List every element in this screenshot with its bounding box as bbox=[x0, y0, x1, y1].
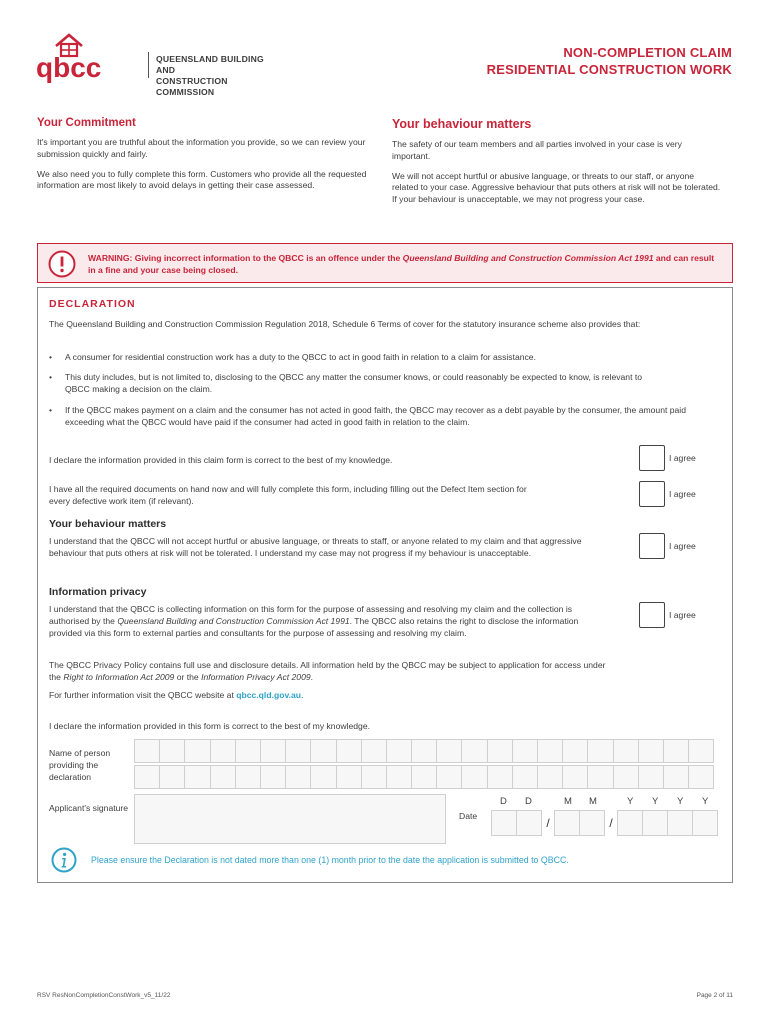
name-char-cell[interactable] bbox=[688, 765, 714, 789]
warning-text-prefix: WARNING: Giving incorrect information to the QBCC is an offence under the bbox=[88, 253, 403, 263]
applicant-signature-label: Applicant's signature bbox=[49, 803, 129, 813]
name-char-cell[interactable] bbox=[386, 765, 412, 789]
agree-label-1: I agree bbox=[669, 453, 696, 463]
name-char-cell[interactable] bbox=[587, 765, 613, 789]
logo-divider bbox=[148, 52, 149, 78]
behaviour-subheading: Your behaviour matters bbox=[49, 518, 167, 530]
name-input-row-2[interactable] bbox=[134, 765, 713, 789]
name-char-cell[interactable] bbox=[562, 739, 588, 763]
name-char-cell[interactable] bbox=[235, 739, 261, 763]
date-format-letter: M bbox=[589, 796, 597, 807]
svg-text:qbcc: qbcc bbox=[36, 52, 102, 83]
info-icon bbox=[51, 847, 77, 873]
date-separator-1: / bbox=[546, 816, 550, 830]
warning-act-name: Queensland Building and Construction Commission Act 1991 bbox=[402, 253, 654, 263]
name-char-cell[interactable] bbox=[638, 765, 664, 789]
name-char-cell[interactable] bbox=[537, 739, 563, 763]
warning-text bbox=[88, 252, 718, 276]
date-year-1[interactable] bbox=[617, 810, 643, 836]
commitment-paragraph-2: We also need you to fully complete this form. Customers who provide all the requested information are most likely to avoid delays in getting their case assessed. bbox=[37, 168, 367, 191]
declaration-intro: The Queensland Building and Construction Commission Regulation 2018, Schedule 6 Terms of cover for the statutory insurance scheme also provides that: bbox=[49, 319, 641, 329]
bullet-dot-icon: • bbox=[49, 352, 53, 362]
policy-text-part-a: The QBCC Privacy Policy contains full use and disclosure details. All information held by the QBCC may be subject to application for access under the bbox=[49, 660, 606, 682]
name-char-cell[interactable] bbox=[461, 739, 487, 763]
name-char-cell[interactable] bbox=[487, 739, 513, 763]
warning-banner bbox=[37, 243, 733, 283]
declaration-bullet-2 bbox=[49, 372, 669, 396]
page-number: Page 2 of 11 bbox=[696, 992, 733, 999]
name-char-cell[interactable] bbox=[310, 739, 336, 763]
date-format-letter: Y bbox=[677, 796, 684, 807]
name-char-cell[interactable] bbox=[260, 765, 286, 789]
declaration-bullet-3-text: If the QBCC makes payment on a claim and the consumer has not acted in good faith, the QBCC may recover as a debt payable by the consumer, the amount paid exceeding what the QBCC would have paid if the consumer had acted in good faith in relation to the claim. bbox=[65, 405, 686, 427]
agree-label-3: I agree bbox=[669, 541, 696, 551]
name-char-cell[interactable] bbox=[512, 739, 538, 763]
bullet-dot-icon: • bbox=[49, 405, 53, 415]
checkbox-3[interactable] bbox=[639, 533, 665, 559]
behaviour-paragraph-1: The safety of our team members and all parties involved in your case is very important. bbox=[392, 139, 682, 161]
final-declaration-statement: I declare the information provided in this form is correct to the best of my knowledge. bbox=[49, 721, 370, 731]
organisation-name-line2: CONSTRUCTION COMMISSION bbox=[156, 76, 228, 97]
behaviour-heading: Your behaviour matters bbox=[392, 117, 532, 131]
signature-field[interactable] bbox=[134, 794, 446, 844]
checkbox-2[interactable] bbox=[639, 481, 665, 507]
declaration-date-note-text: Please ensure the Declaration is not dated more than one (1) month prior to the date the application is submitted to QBCC. bbox=[91, 855, 569, 865]
behaviour-section bbox=[392, 117, 722, 214]
policy-text-middle: or the bbox=[174, 671, 202, 682]
name-char-cell[interactable] bbox=[184, 765, 210, 789]
privacy-text-part-b: . The QBCC also retains the right to disclose the information provided via this form to external parties and consultants for the purpose of assessing and resolving my claim. bbox=[49, 615, 579, 638]
organisation-name bbox=[156, 54, 276, 98]
name-char-cell[interactable] bbox=[386, 739, 412, 763]
information-privacy-act: Information Privacy Act 2009 bbox=[201, 671, 311, 682]
name-char-cell[interactable] bbox=[411, 765, 437, 789]
date-year-2[interactable] bbox=[642, 810, 668, 836]
commitment-heading: Your Commitment bbox=[37, 117, 136, 129]
behaviour-declaration-text: I understand that the QBCC will not accept hurtful or abusive language, or threats to staff, or anyone related to my claim and that aggressive behaviour that puts others at risk will not be tolerated. I understand my case may not progress if my behaviour is unacceptable. bbox=[49, 536, 582, 558]
name-char-cell[interactable] bbox=[461, 765, 487, 789]
name-char-cell[interactable] bbox=[663, 739, 689, 763]
qbcc-logo-mark-icon bbox=[36, 32, 110, 87]
name-char-cell[interactable] bbox=[663, 765, 689, 789]
warning-text-suffix: and can result in a fine and your case being closed. bbox=[88, 253, 715, 275]
name-char-cell[interactable] bbox=[210, 739, 236, 763]
name-of-person-label: Name of person providing the declaration bbox=[49, 748, 111, 782]
form-code: RSV ResNonCompletionConstWork_v5_11/22 bbox=[37, 992, 171, 999]
date-month-1[interactable] bbox=[554, 810, 580, 836]
date-day-1[interactable] bbox=[491, 810, 517, 836]
agree-label-4: I agree bbox=[669, 610, 696, 620]
date-day-2[interactable] bbox=[516, 810, 542, 836]
declaration-heading: DECLARATION bbox=[49, 298, 136, 310]
name-char-cell[interactable] bbox=[411, 739, 437, 763]
name-char-cell[interactable] bbox=[487, 765, 513, 789]
policy-text-end: . bbox=[310, 671, 314, 682]
date-input[interactable] bbox=[491, 810, 717, 836]
privacy-declaration-text bbox=[49, 604, 609, 639]
declaration-bullet-2-text: This duty includes, but is not limited to, disclosing to the QBCC any matter the consumer knows, or could reasonably be expected to know, is relevant to QBCC making a decision on the claim. bbox=[65, 372, 643, 394]
name-char-cell[interactable] bbox=[184, 739, 210, 763]
date-year-3[interactable] bbox=[667, 810, 693, 836]
name-char-cell[interactable] bbox=[310, 765, 336, 789]
name-char-cell[interactable] bbox=[512, 765, 538, 789]
checkbox-4[interactable] bbox=[639, 602, 665, 628]
date-format-letter: Y bbox=[652, 796, 659, 807]
agree-checkbox-1[interactable] bbox=[639, 445, 729, 471]
privacy-policy-text bbox=[49, 660, 609, 684]
website-text-suffix: . bbox=[301, 690, 304, 700]
name-char-cell[interactable] bbox=[688, 739, 714, 763]
name-char-cell[interactable] bbox=[134, 765, 160, 789]
qbcc-logo bbox=[36, 32, 276, 97]
name-char-cell[interactable] bbox=[285, 765, 311, 789]
exclamation-icon bbox=[48, 250, 76, 278]
name-char-cell[interactable] bbox=[562, 765, 588, 789]
name-char-cell[interactable] bbox=[260, 739, 286, 763]
name-char-cell[interactable] bbox=[159, 739, 185, 763]
right-to-information-act: Right to Information Act 2009 bbox=[63, 671, 175, 682]
document-title-line2: RESIDENTIAL CONSTRUCTION WORK bbox=[486, 62, 732, 77]
date-format-letter: D bbox=[500, 796, 507, 807]
name-char-cell[interactable] bbox=[134, 739, 160, 763]
date-format-letter: M bbox=[564, 796, 572, 807]
name-char-cell[interactable] bbox=[436, 739, 462, 763]
agree-checkbox-2[interactable] bbox=[639, 481, 729, 507]
agree-checkbox-3[interactable] bbox=[639, 533, 729, 559]
privacy-subheading: Information privacy bbox=[49, 586, 147, 598]
commitment-section bbox=[37, 117, 367, 200]
declaration-section bbox=[37, 287, 733, 883]
privacy-text-part-a: I understand that the QBCC is collecting information on this form for the purpose of assessing and resolving my claim and the collection is authorised by the bbox=[49, 604, 573, 626]
name-input-row-1[interactable] bbox=[134, 739, 713, 763]
website-text-prefix: For further information visit the QBCC website at bbox=[49, 690, 237, 700]
declaration-bullet-1 bbox=[49, 352, 719, 364]
declaration-statement-1: I declare the information provided in this claim form is correct to the best of my knowledge. bbox=[49, 455, 393, 465]
name-char-cell[interactable] bbox=[159, 765, 185, 789]
document-title bbox=[487, 44, 732, 78]
agree-label-2: I agree bbox=[669, 489, 696, 499]
name-char-cell[interactable] bbox=[235, 765, 261, 789]
declaration-statement-2: I have all the required documents on hand now and will fully complete this form, including filling out the Defect Item section for every defective work item (if relevant). bbox=[49, 484, 527, 506]
name-char-cell[interactable] bbox=[613, 739, 639, 763]
checkbox-1[interactable] bbox=[639, 445, 665, 471]
date-format-letter: Y bbox=[627, 796, 634, 807]
name-char-cell[interactable] bbox=[210, 765, 236, 789]
website-text bbox=[49, 690, 609, 702]
name-char-cell[interactable] bbox=[361, 765, 387, 789]
name-char-cell[interactable] bbox=[361, 739, 387, 763]
declaration-bullet-1-text: A consumer for residential construction work has a duty to the QBCC to act in good faith in relation to a claim for assistance. bbox=[65, 352, 536, 362]
name-char-cell[interactable] bbox=[537, 765, 563, 789]
agree-checkbox-4[interactable] bbox=[639, 602, 729, 628]
date-year-4[interactable] bbox=[692, 810, 718, 836]
organisation-name-line1: QUEENSLAND BUILDING AND bbox=[156, 54, 264, 75]
name-char-cell[interactable] bbox=[587, 739, 613, 763]
name-char-cell[interactable] bbox=[336, 765, 362, 789]
declaration-bullet-3 bbox=[49, 405, 719, 429]
document-title-line1: NON-COMPLETION CLAIM bbox=[563, 45, 732, 60]
date-month-2[interactable] bbox=[579, 810, 605, 836]
date-format-letter: Y bbox=[702, 796, 709, 807]
bullet-dot-icon: • bbox=[49, 372, 53, 382]
name-char-cell[interactable] bbox=[638, 739, 664, 763]
declaration-date-note bbox=[49, 845, 721, 877]
qbcc-website-link[interactable]: qbcc.qld.gov.au bbox=[236, 690, 302, 700]
date-separator-2: / bbox=[609, 816, 613, 830]
commitment-paragraph-1: It's important you are truthful about the information you provide, so we can review your submission quickly and fairly. bbox=[37, 137, 366, 159]
date-format-letter: D bbox=[525, 796, 532, 807]
behaviour-paragraph-2: We will not accept hurtful or abusive language, or threats to our staff, or anyone related to your case. Aggressive behaviour that puts others at risk will not be tolerated. If your behaviour is unacceptable, we may not progress your case. bbox=[392, 170, 721, 205]
name-char-cell[interactable] bbox=[436, 765, 462, 789]
name-char-cell[interactable] bbox=[285, 739, 311, 763]
privacy-act-name: Queensland Building and Construction Commission Act 1991 bbox=[117, 615, 350, 626]
date-label: Date bbox=[459, 811, 478, 821]
name-char-cell[interactable] bbox=[336, 739, 362, 763]
name-char-cell[interactable] bbox=[613, 765, 639, 789]
